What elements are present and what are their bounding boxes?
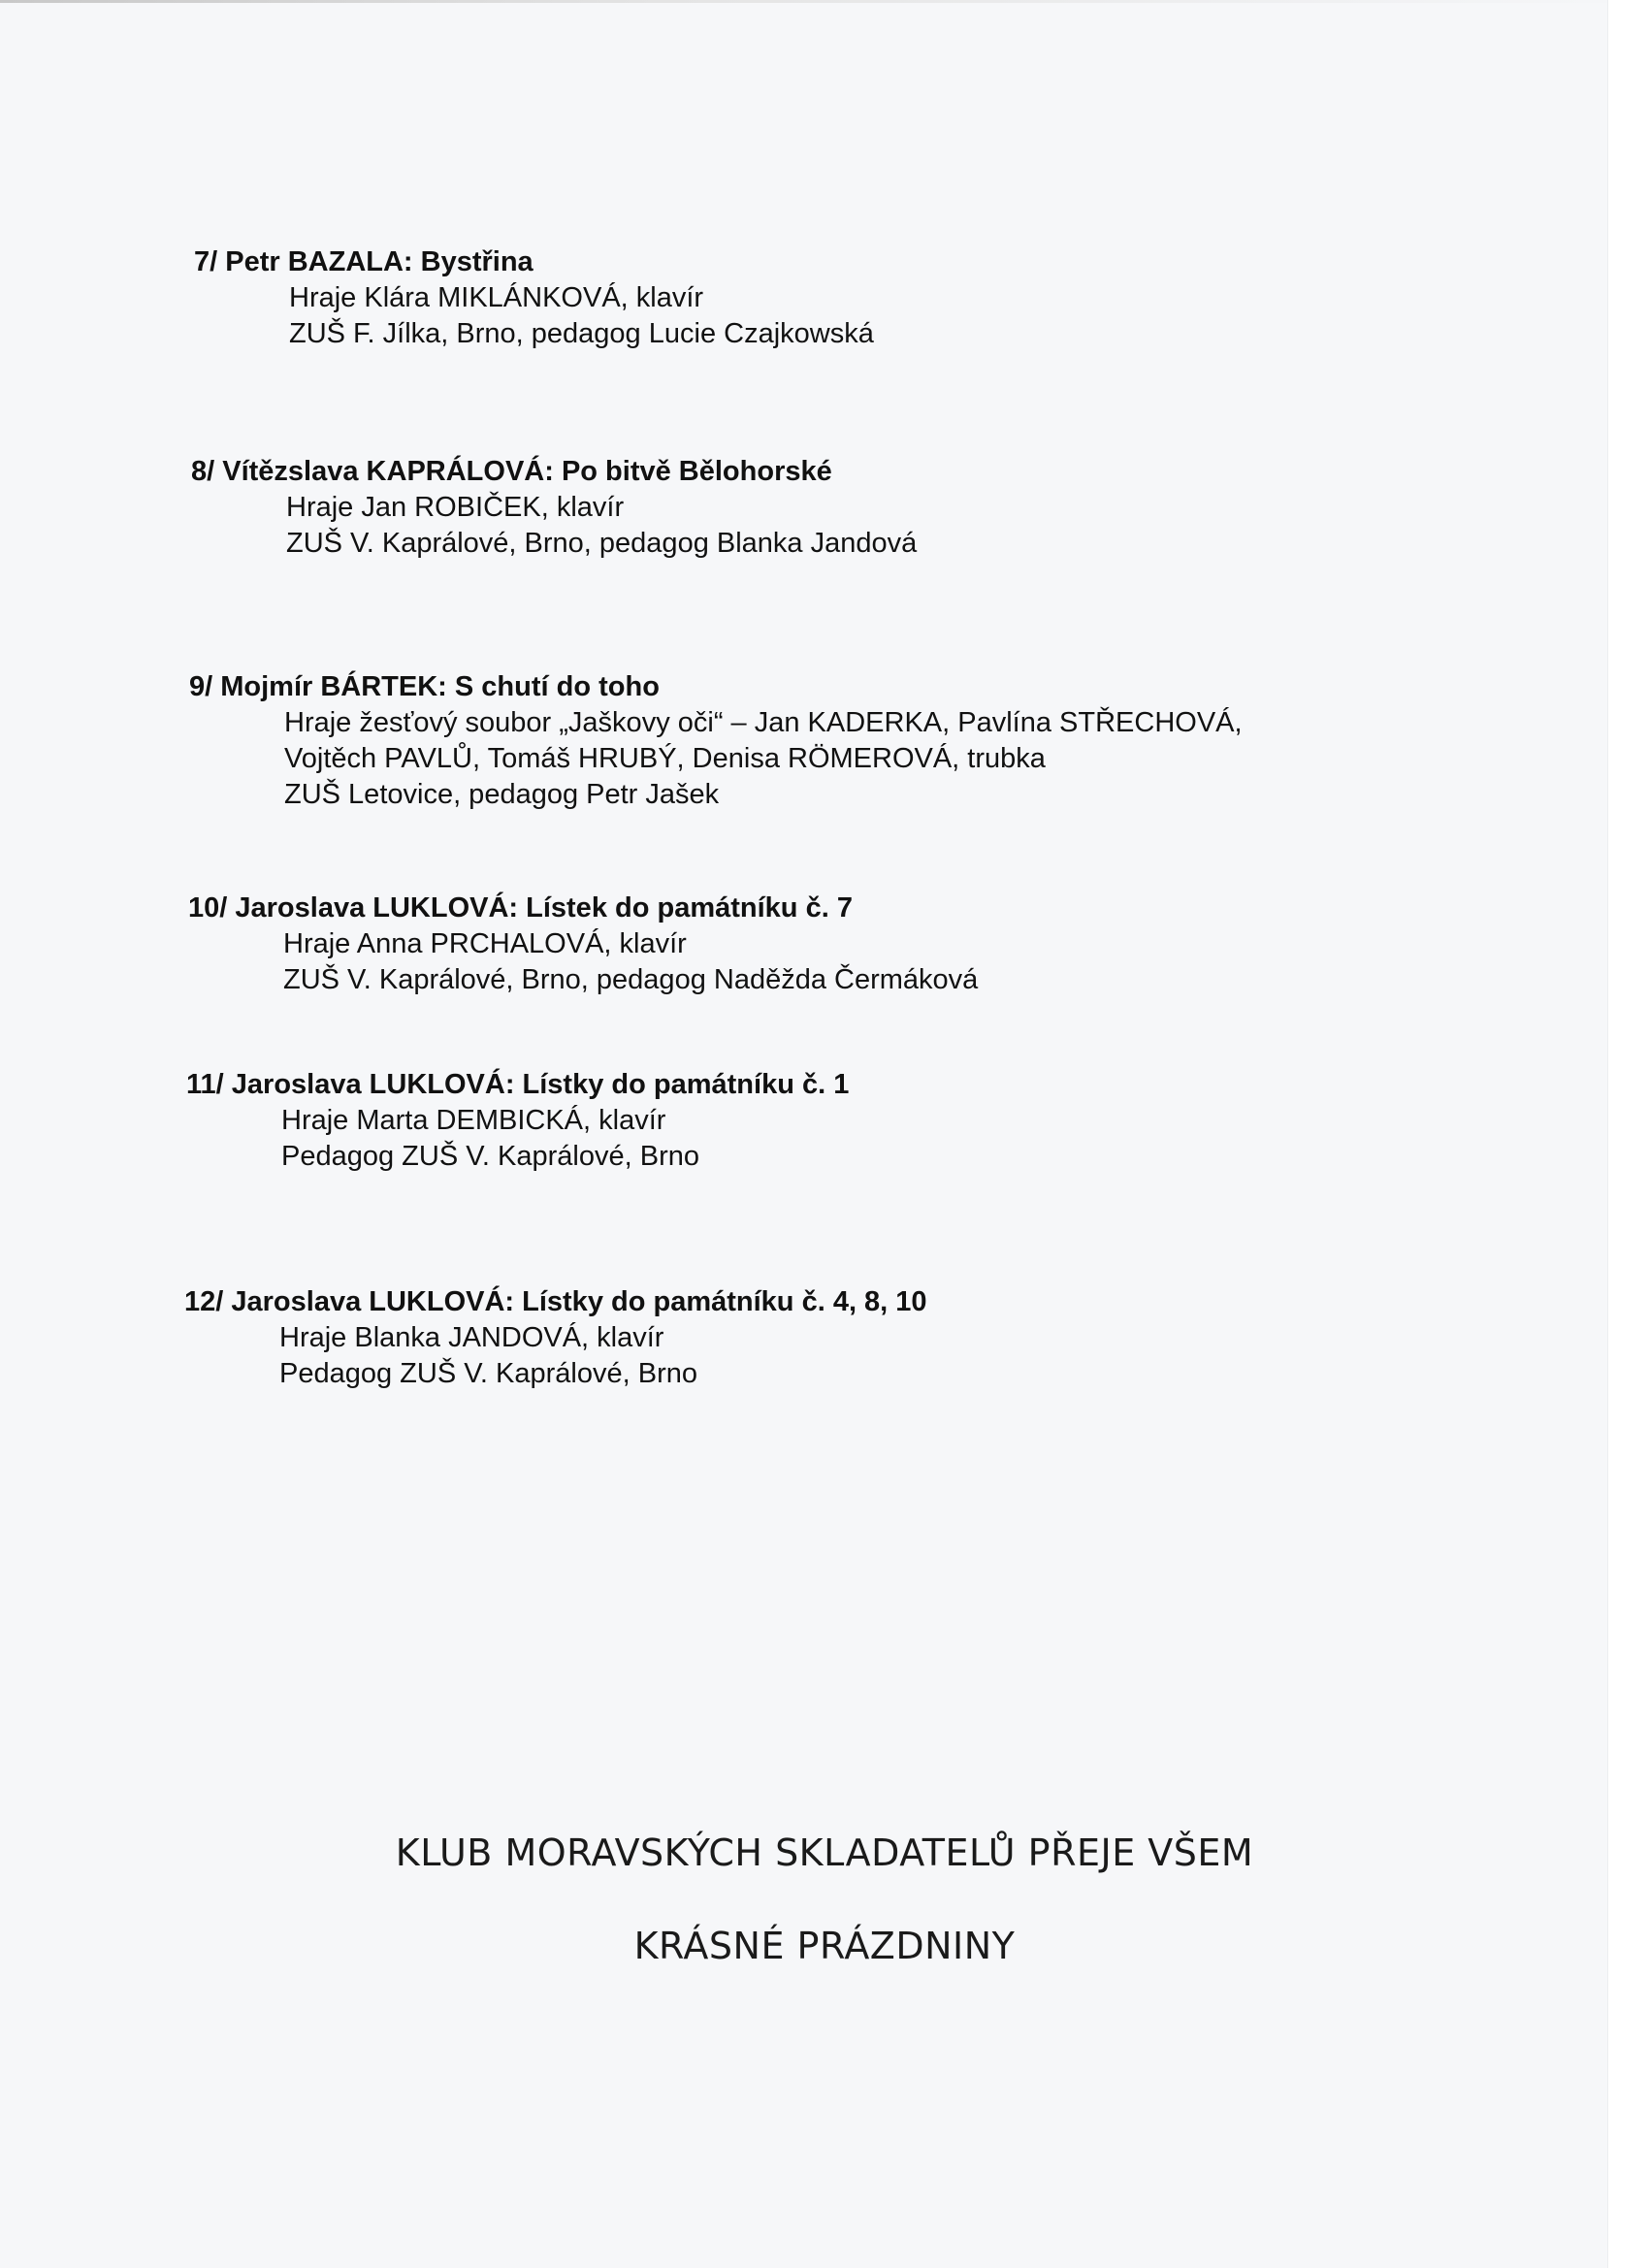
program-item-12 bbox=[184, 1284, 927, 1392]
program-item-performer: Hraje Marta DEMBICKÁ, klavír bbox=[281, 1105, 666, 1136]
closing-line-2: KRÁSNÉ PRÁZDNINY bbox=[633, 1925, 1016, 1967]
program-item-performer: Hraje Jan ROBIČEK, klavír bbox=[286, 492, 625, 523]
program-item-heading: 7/ Petr BAZALA: Bystřina bbox=[194, 246, 534, 277]
program-item-10 bbox=[188, 891, 978, 998]
program-item-school: Pedagog ZUŠ V. Kaprálové, Brno bbox=[279, 1358, 697, 1389]
program-item-performer: Hraje Anna PRCHALOVÁ, klavír bbox=[283, 928, 687, 959]
scan-edge-top bbox=[0, 0, 1649, 3]
program-item-7 bbox=[194, 244, 874, 352]
program-item-school: Pedagog ZUŠ V. Kaprálové, Brno bbox=[281, 1141, 699, 1172]
program-item-heading: 11/ Jaroslava LUKLOVÁ: Lístky do památníku č. 1 bbox=[186, 1069, 850, 1100]
program-item-performers-cont: Vojtěch PAVLŮ, Tomáš HRUBÝ, Denisa RÖMEROVÁ, trubka bbox=[284, 743, 1046, 774]
program-item-11 bbox=[186, 1067, 849, 1175]
program-item-school: ZUŠ V. Kaprálové, Brno, pedagog Naděžda Čermáková bbox=[283, 964, 979, 995]
program-item-heading: 10/ Jaroslava LUKLOVÁ: Lístek do památníku č. 7 bbox=[188, 892, 853, 923]
program-item-school: ZUŠ F. Jílka, Brno, pedagog Lucie Czajkowská bbox=[289, 318, 874, 349]
program-item-heading: 8/ Vítězslava KAPRÁLOVÁ: Po bitvě Bělohorské bbox=[191, 456, 832, 487]
program-item-heading: 12/ Jaroslava LUKLOVÁ: Lístky do památníku č. 4, 8, 10 bbox=[184, 1286, 927, 1317]
program-item-8 bbox=[191, 454, 917, 562]
program-item-performer: Hraje Klára MIKLÁNKOVÁ, klavír bbox=[289, 282, 704, 313]
program-item-school: ZUŠ V. Kaprálové, Brno, pedagog Blanka Jandová bbox=[286, 528, 918, 559]
program-item-9 bbox=[189, 669, 1243, 813]
closing-line-1: KLUB MORAVSKÝCH SKLADATELŮ PŘEJE VŠEM bbox=[395, 1831, 1254, 1874]
program-item-performer: Hraje žesťový soubor „Jaškovy oči“ – Jan KADERKA, Pavlína STŘECHOVÁ, bbox=[284, 707, 1243, 738]
program-item-school: ZUŠ Letovice, pedagog Petr Jašek bbox=[284, 779, 720, 810]
program-item-performer: Hraje Blanka JANDOVÁ, klavír bbox=[279, 1322, 664, 1353]
program-item-heading: 9/ Mojmír BÁRTEK: S chutí do toho bbox=[189, 671, 660, 702]
